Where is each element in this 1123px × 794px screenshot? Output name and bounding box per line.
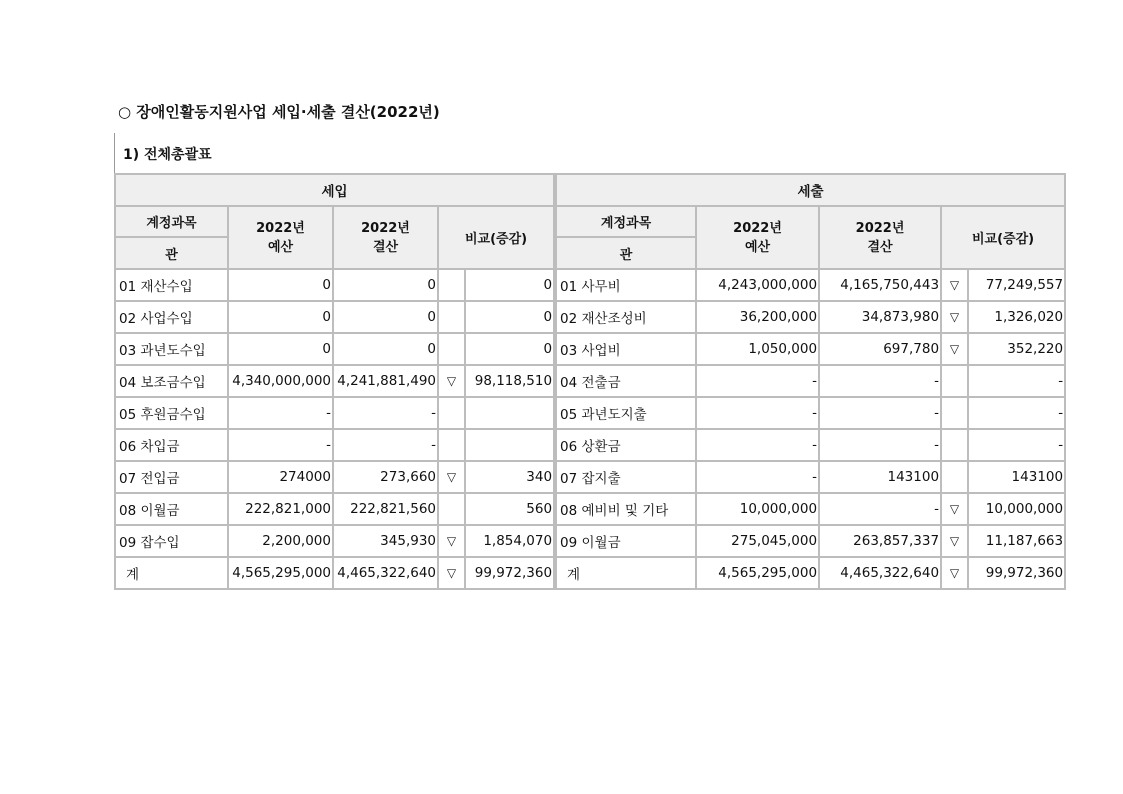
rev-account-cell: 07 전입금 xyxy=(115,461,228,493)
exp-settle-cell: 697,780 xyxy=(819,333,941,365)
rev-settle-cell: 0 xyxy=(333,301,438,333)
rev-budget-cell: 4,340,000,000 xyxy=(228,365,333,397)
exp-decrease-mark: ▽ xyxy=(941,333,968,365)
exp-settle-cell: 4,165,750,443 xyxy=(819,269,941,301)
exp-account-header: 계정과목 xyxy=(556,206,696,237)
exp-settle-cell: 4,465,322,640 xyxy=(819,557,941,589)
exp-settle-cell: - xyxy=(819,397,941,429)
rev-account-header: 계정과목 xyxy=(115,206,228,237)
exp-decrease-mark: ▽ xyxy=(941,493,968,525)
exp-settle-cell: 143100 xyxy=(819,461,941,493)
exp-settle-cell: - xyxy=(819,493,941,525)
exp-account-cell: 05 과년도지출 xyxy=(556,397,696,429)
exp-decrease-mark: ▽ xyxy=(941,557,968,589)
table-body xyxy=(115,269,1065,589)
exp-budget-cell: 36,200,000 xyxy=(696,301,819,333)
rev-diff-cell xyxy=(465,397,554,429)
rev-budget-cell: 0 xyxy=(228,301,333,333)
table-row xyxy=(115,397,1065,429)
rev-budget-cell: 0 xyxy=(228,333,333,365)
exp-budget-cell: 10,000,000 xyxy=(696,493,819,525)
rev-budget-cell: - xyxy=(228,397,333,429)
rev-decrease-mark xyxy=(438,397,465,429)
exp-budget-cell: 4,565,295,000 xyxy=(696,557,819,589)
exp-decrease-mark: ▽ xyxy=(941,301,968,333)
rev-diff-cell xyxy=(465,429,554,461)
rev-account-cell: 08 이월금 xyxy=(115,493,228,525)
exp-diff-cell: - xyxy=(968,397,1065,429)
exp-gwan-header: 관 xyxy=(556,237,696,269)
rev-settle-cell: 345,930 xyxy=(333,525,438,557)
rev-diff-cell: 0 xyxy=(465,301,554,333)
exp-decrease-mark: ▽ xyxy=(941,269,968,301)
rev-settle-cell: - xyxy=(333,429,438,461)
exp-decrease-mark xyxy=(941,429,968,461)
rev-account-cell: 05 후원금수입 xyxy=(115,397,228,429)
exp-account-cell: 04 전출금 xyxy=(556,365,696,397)
rev-budget-cell: 4,565,295,000 xyxy=(228,557,333,589)
rev-diff-cell: 340 xyxy=(465,461,554,493)
rev-decrease-mark xyxy=(438,301,465,333)
exp-account-cell: 계 xyxy=(556,557,696,589)
table-row xyxy=(115,365,1065,397)
rev-diff-cell: 0 xyxy=(465,333,554,365)
table-row xyxy=(115,301,1065,333)
expenditure-header: 세출 xyxy=(556,174,1065,206)
rev-decrease-mark xyxy=(438,429,465,461)
rev-settle-cell: 0 xyxy=(333,269,438,301)
exp-budget-cell: 4,243,000,000 xyxy=(696,269,819,301)
rev-decrease-mark xyxy=(438,333,465,365)
exp-decrease-mark xyxy=(941,365,968,397)
rev-account-cell: 02 사업수입 xyxy=(115,301,228,333)
section-title: 1) 전체총괄표 xyxy=(123,147,212,163)
rev-account-cell: 01 재산수입 xyxy=(115,269,228,301)
table-row xyxy=(115,525,1065,557)
rev-gwan-header: 관 xyxy=(115,237,228,269)
rev-account-cell: 03 과년도수입 xyxy=(115,333,228,365)
rev-budget-header: 2022년 예산 xyxy=(228,206,333,269)
rev-settle-cell: 4,465,322,640 xyxy=(333,557,438,589)
rev-decrease-mark xyxy=(438,493,465,525)
rev-account-cell: 04 보조금수입 xyxy=(115,365,228,397)
exp-decrease-mark xyxy=(941,397,968,429)
rev-decrease-mark: ▽ xyxy=(438,525,465,557)
rev-settle-cell: 222,821,560 xyxy=(333,493,438,525)
rev-diff-cell: 1,854,070 xyxy=(465,525,554,557)
exp-diff-cell: - xyxy=(968,429,1065,461)
settlement-summary-table xyxy=(114,173,1066,590)
rev-budget-cell: 274000 xyxy=(228,461,333,493)
rev-compare-header: 비교(증감) xyxy=(438,206,554,269)
table-row xyxy=(115,557,1065,589)
exp-account-cell: 06 상환금 xyxy=(556,429,696,461)
rev-settle-cell: 273,660 xyxy=(333,461,438,493)
exp-budget-cell: - xyxy=(696,397,819,429)
section-left-rule xyxy=(114,133,115,175)
exp-settle-header: 2022년 결산 xyxy=(819,206,941,269)
table-row xyxy=(115,269,1065,301)
exp-decrease-mark xyxy=(941,461,968,493)
rev-decrease-mark: ▽ xyxy=(438,557,465,589)
exp-diff-cell: 11,187,663 xyxy=(968,525,1065,557)
rev-settle-cell: 0 xyxy=(333,333,438,365)
exp-budget-cell: - xyxy=(696,365,819,397)
table-row xyxy=(115,493,1065,525)
exp-diff-cell: 10,000,000 xyxy=(968,493,1065,525)
rev-diff-cell: 99,972,360 xyxy=(465,557,554,589)
table-row xyxy=(115,461,1065,493)
exp-compare-header: 비교(증감) xyxy=(941,206,1065,269)
exp-settle-cell: - xyxy=(819,365,941,397)
revenue-header: 세입 xyxy=(115,174,554,206)
exp-diff-cell: 352,220 xyxy=(968,333,1065,365)
exp-budget-cell: 1,050,000 xyxy=(696,333,819,365)
rev-diff-cell: 0 xyxy=(465,269,554,301)
rev-decrease-mark: ▽ xyxy=(438,365,465,397)
exp-diff-cell: 1,326,020 xyxy=(968,301,1065,333)
exp-budget-cell: 275,045,000 xyxy=(696,525,819,557)
exp-settle-cell: 263,857,337 xyxy=(819,525,941,557)
exp-diff-cell: - xyxy=(968,365,1065,397)
rev-settle-header: 2022년 결산 xyxy=(333,206,438,269)
rev-budget-cell: 2,200,000 xyxy=(228,525,333,557)
exp-account-cell: 08 예비비 및 기타 xyxy=(556,493,696,525)
exp-account-cell: 07 잡지출 xyxy=(556,461,696,493)
exp-budget-cell: - xyxy=(696,461,819,493)
rev-diff-cell: 98,118,510 xyxy=(465,365,554,397)
rev-decrease-mark: ▽ xyxy=(438,461,465,493)
rev-budget-cell: 0 xyxy=(228,269,333,301)
exp-diff-cell: 77,249,557 xyxy=(968,269,1065,301)
rev-budget-cell: 222,821,000 xyxy=(228,493,333,525)
exp-account-cell: 01 사무비 xyxy=(556,269,696,301)
table-row xyxy=(115,429,1065,461)
exp-settle-cell: - xyxy=(819,429,941,461)
table-row xyxy=(115,333,1065,365)
exp-decrease-mark: ▽ xyxy=(941,525,968,557)
rev-decrease-mark xyxy=(438,269,465,301)
rev-diff-cell: 560 xyxy=(465,493,554,525)
exp-settle-cell: 34,873,980 xyxy=(819,301,941,333)
rev-account-cell: 09 잡수입 xyxy=(115,525,228,557)
rev-account-cell: 계 xyxy=(115,557,228,589)
rev-settle-cell: 4,241,881,490 xyxy=(333,365,438,397)
rev-budget-cell: - xyxy=(228,429,333,461)
document-title: ○ 장애인활동지원사업 세입·세출 결산(2022년) xyxy=(118,103,440,121)
rev-settle-cell: - xyxy=(333,397,438,429)
exp-diff-cell: 143100 xyxy=(968,461,1065,493)
rev-account-cell: 06 차입금 xyxy=(115,429,228,461)
exp-diff-cell: 99,972,360 xyxy=(968,557,1065,589)
exp-budget-cell: - xyxy=(696,429,819,461)
exp-budget-header: 2022년 예산 xyxy=(696,206,819,269)
exp-account-cell: 03 사업비 xyxy=(556,333,696,365)
exp-account-cell: 09 이월금 xyxy=(556,525,696,557)
exp-account-cell: 02 재산조성비 xyxy=(556,301,696,333)
